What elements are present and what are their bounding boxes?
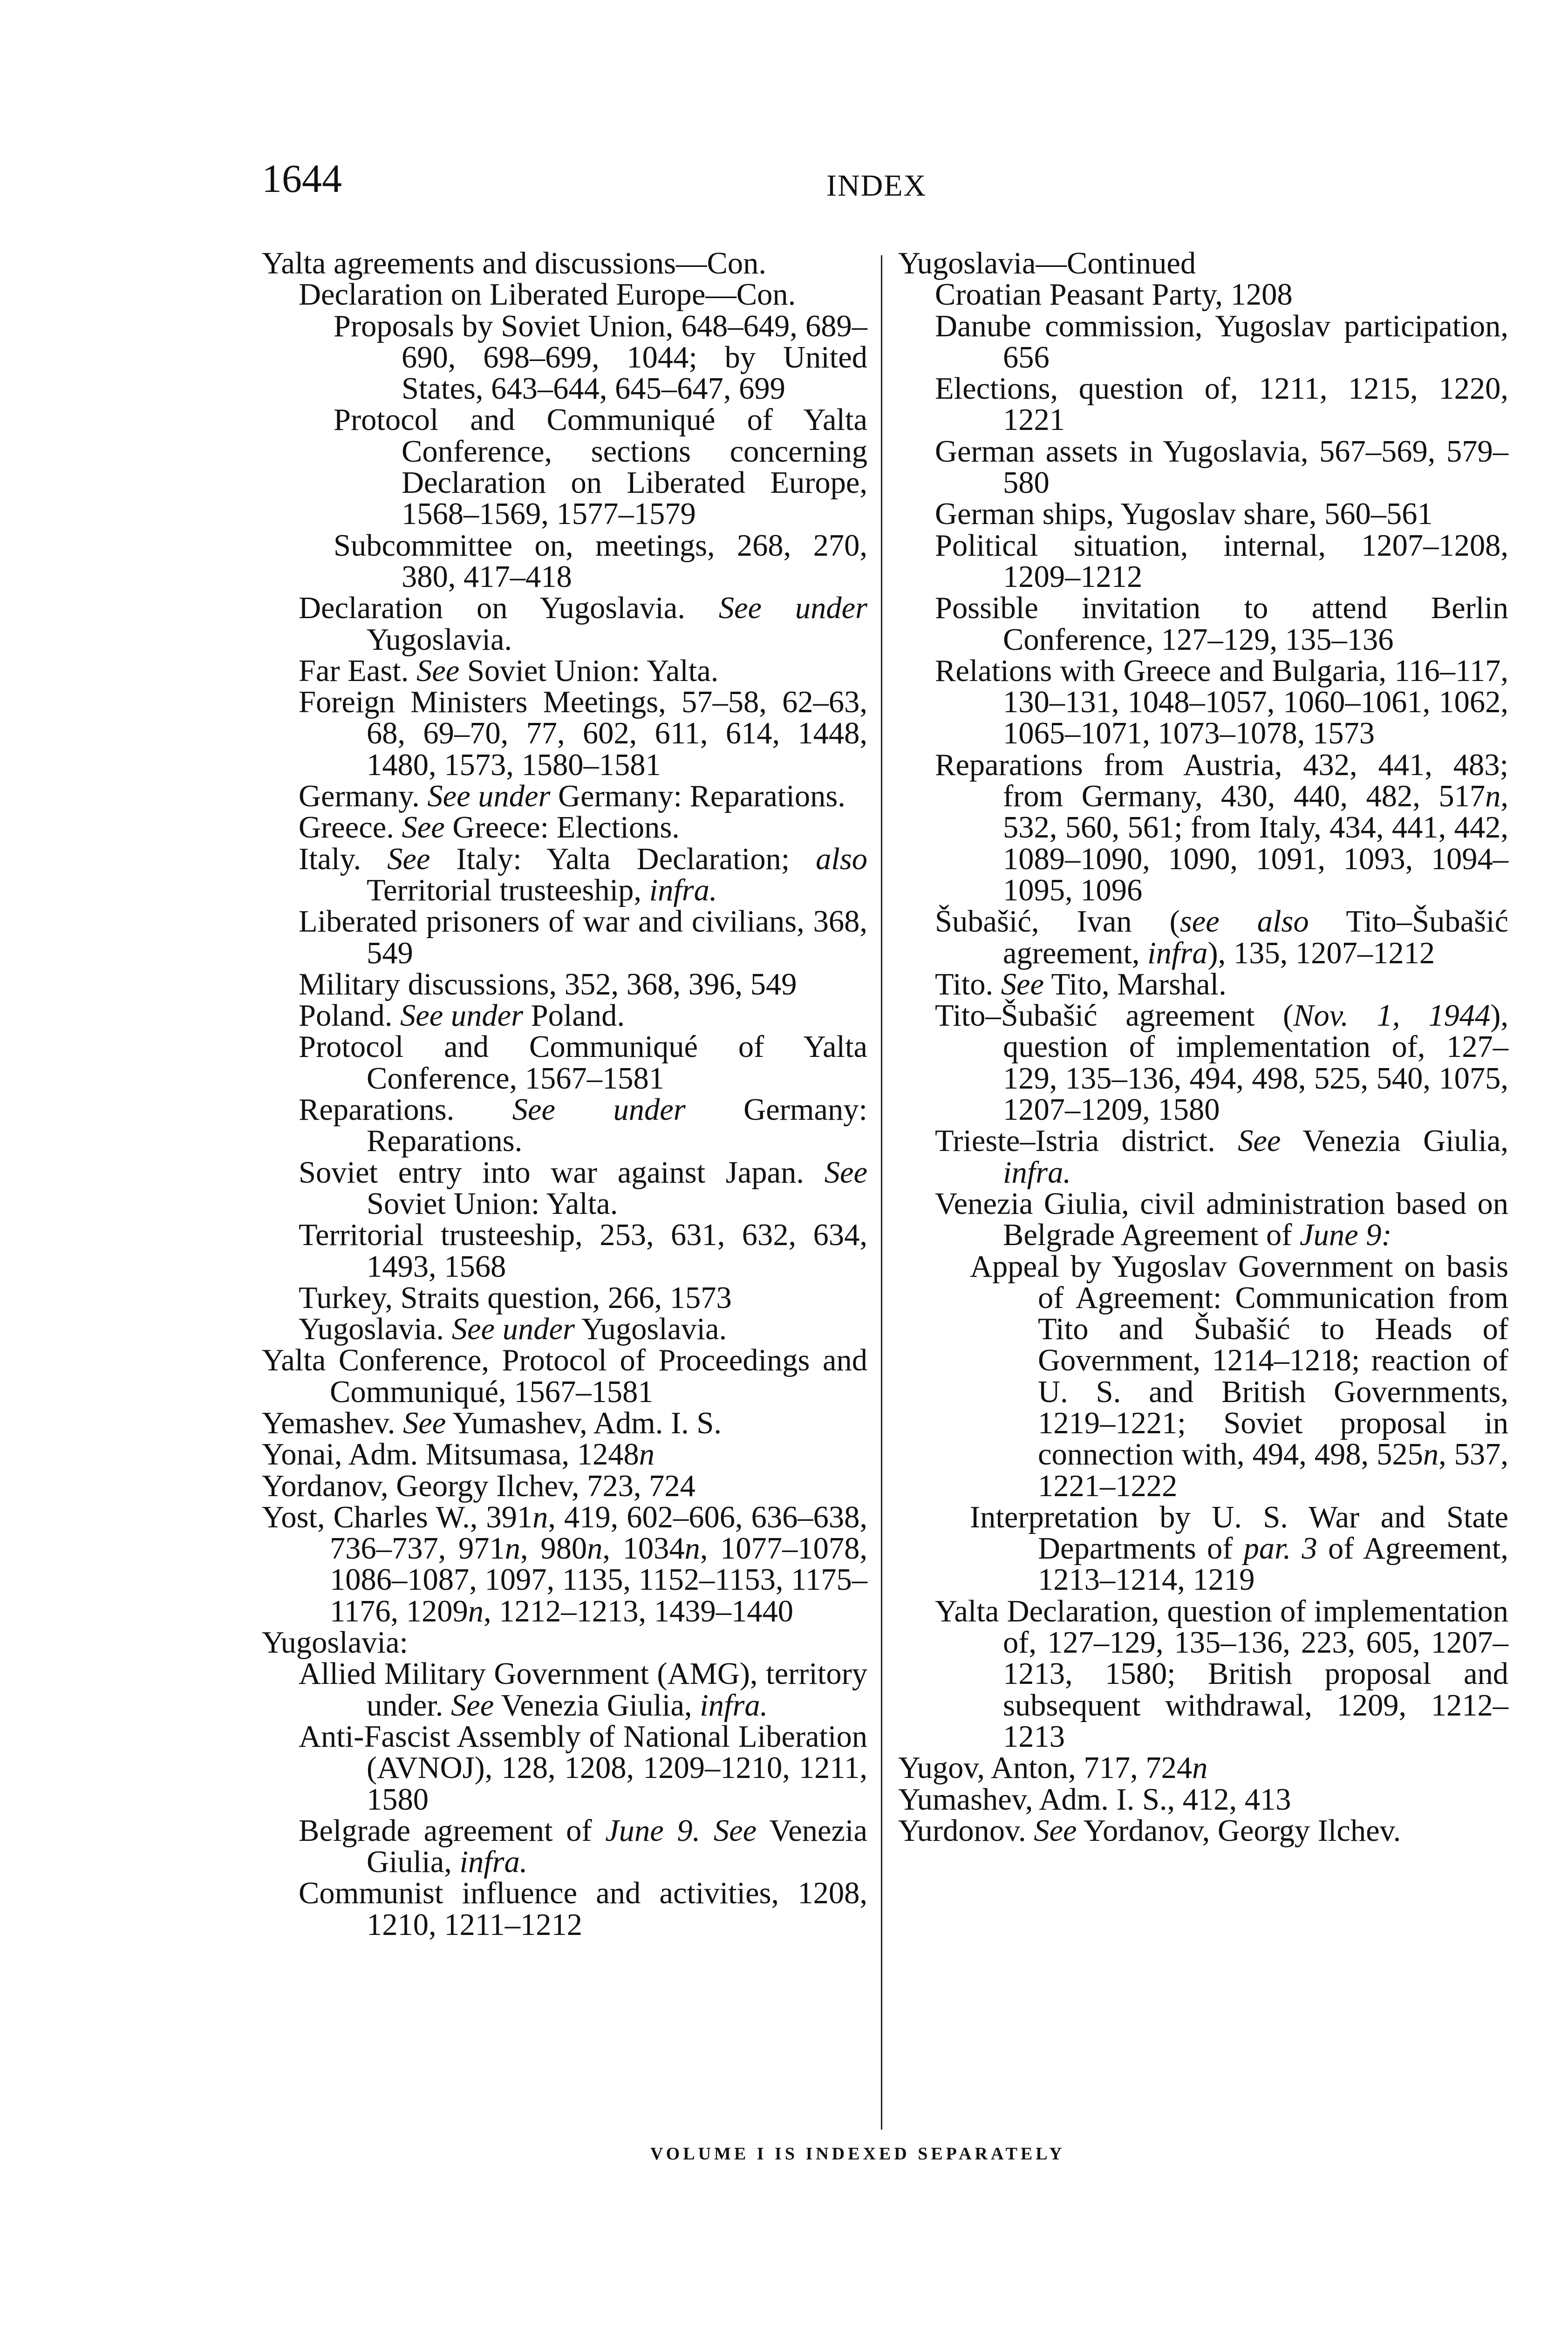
index-entry: Yumashev, Adm. I. S., 412, 413: [898, 1782, 1291, 1817]
index-entry: Tito–Šubašić agreement (Nov. 1, 1944), question of implementation of, 127–129, 135–136, 494, 498, 525, 540, 1075, 1207–1209, 1580: [935, 999, 1508, 1127]
index-entry: Soviet entry into war against Japan. See Soviet Union: Yalta.: [299, 1155, 867, 1221]
index-entry: Yugov, Anton, 717, 724n: [898, 1751, 1208, 1785]
index-entry: Territorial trusteeship, 253, 631, 632, 634, 1493, 1568: [299, 1218, 867, 1284]
running-head: INDEX: [826, 169, 927, 203]
index-entry: Reparations. See under Germany: Reparations.: [299, 1093, 867, 1158]
index-entry: Italy. See Italy: Yalta Declaration; also Territorial trusteeship, infra.: [299, 842, 868, 907]
index-entry: Yalta agreements and discussions—Con.: [262, 246, 766, 280]
index-entry: Poland. See under Poland.: [299, 999, 625, 1033]
page-number: 1644: [262, 156, 342, 201]
index-entry: Allied Military Government (AMG), territory under. See Venezia Giulia, infra.: [299, 1657, 867, 1723]
index-entry: Foreign Ministers Meetings, 57–58, 62–63, 68, 69–70, 77, 602, 611, 614, 1448, 1480, 1573, 1580–1581: [299, 685, 867, 782]
index-entry: Venezia Giulia, civil administration based on Belgrade Agreement of June 9:: [935, 1186, 1508, 1253]
index-entry: German assets in Yugoslavia, 567–569, 579–580: [935, 434, 1508, 500]
index-entry: Declaration on Yugoslavia. See under Yugoslavia.: [299, 591, 867, 657]
index-entry: Šubašić, Ivan (see also Tito–Šubašić agreement, infra), 135, 1207–1212: [935, 905, 1508, 970]
index-entry: Possible invitation to attend Berlin Conference, 127–129, 135–136: [935, 591, 1508, 657]
index-entry: Danube commission, Yugoslav participation, 656: [935, 309, 1508, 375]
index-column-left: [262, 248, 867, 1941]
index-entry: Military discussions, 352, 368, 396, 549: [299, 967, 797, 1001]
index-entry: Protocol and Communiqué of Yalta Conference, 1567–1581: [299, 1030, 867, 1096]
index-entry: Yugoslavia—Continued: [898, 246, 1196, 280]
index-entry: Trieste–Istria district. See Venezia Giulia, infra.: [935, 1124, 1508, 1190]
index-entry: Turkey, Straits question, 266, 1573: [299, 1280, 732, 1315]
index-entry: Yurdonov. See Yordanov, Georgy Ilchev.: [898, 1813, 1401, 1848]
index-entry: Yalta Declaration, question of implementation of, 127–129, 135–136, 223, 605, 1207–1213, 1580; British proposal and subsequent withdrawal, 1209, 1212–1213: [935, 1594, 1508, 1754]
index-entry: Reparations from Austria, 432, 441, 483; from Germany, 430, 440, 482, 517n, 532, 560, 561; from Italy, 434, 441, 442, 1089–1090, 1090, 1091, 1093, 1094–1095, 1096: [935, 748, 1508, 907]
index-entry: Protocol and Communiqué of Yalta Conference, sections concerning Declaration on Liberated Europe, 1568–1569, 1577–1579: [334, 403, 867, 531]
index-entry: Yugoslavia. See under Yugoslavia.: [299, 1312, 727, 1347]
index-entry: Relations with Greece and Bulgaria, 116–117, 130–131, 1048–1057, 1060–1061, 1062, 1065–1071, 1073–1078, 1573: [935, 654, 1508, 751]
index-entry: Germany. See under Germany: Reparations.: [299, 779, 845, 814]
index-entry: Interpretation by U. S. War and State Departments of par. 3 of Agreement, 1213–1214, 1219: [970, 1500, 1508, 1597]
column-divider: [881, 255, 882, 2130]
footer-note: VOLUME I IS INDEXED SEPARATELY: [650, 2144, 1065, 2164]
index-entry: Croatian Peasant Party, 1208: [935, 278, 1293, 312]
index-entry: Anti-Fascist Assembly of National Liberation (AVNOJ), 128, 1208, 1209–1210, 1211, 1580: [299, 1719, 867, 1817]
index-entry: Appeal by Yugoslav Government on basis of Agreement: Communication from Tito and Šubašić to Heads of Government, 1214–1218; reaction of U. S. and British Governments, 1219–1221; Soviet proposal in connection with, 494, 498, 525n, 537, 1221–1222: [970, 1249, 1509, 1503]
index-entry: Far East. See Soviet Union: Yalta.: [299, 654, 719, 688]
index-entry: Yonai, Adm. Mitsumasa, 1248n: [262, 1437, 655, 1472]
index-entry: Political situation, internal, 1207–1208, 1209–1212: [935, 528, 1508, 594]
index-entry: Proposals by Soviet Union, 648–649, 689–690, 698–699, 1044; by United States, 643–644, 645–647, 699: [334, 309, 867, 406]
index-entry: Yalta Conference, Protocol of Proceedings and Communiqué, 1567–1581: [262, 1343, 867, 1409]
index-column-right: [898, 248, 1508, 1846]
index-entry: Liberated prisoners of war and civilians, 368, 549: [299, 905, 867, 970]
index-entry: Elections, question of, 1211, 1215, 1220, 1221: [935, 372, 1508, 437]
index-entry: Subcommittee on, meetings, 268, 270, 380, 417–418: [334, 528, 867, 594]
index-entry: Communist influence and activities, 1208, 1210, 1211–1212: [299, 1876, 867, 1942]
index-entry: Belgrade agreement of June 9. See Venezia Giulia, infra.: [299, 1813, 867, 1880]
index-entry: Yemashev. See Yumashev, Adm. I. S.: [262, 1406, 722, 1440]
index-entry: Yost, Charles W., 391n, 419, 602–606, 636–638, 736–737, 971n, 980n, 1034n, 1077–1078, 1086–1087, 1097, 1135, 1152–1153, 1175–1176, 1209n, 1212–1213, 1439–1440: [262, 1500, 867, 1628]
index-entry: German ships, Yugoslav share, 560–561: [935, 497, 1433, 531]
index-entry: Declaration on Liberated Europe—Con.: [299, 278, 796, 312]
index-entry: Greece. See Greece: Elections.: [299, 810, 680, 845]
index-entry: Yordanov, Georgy Ilchev, 723, 724: [262, 1469, 695, 1503]
index-entry: Tito. See Tito, Marshal.: [935, 967, 1227, 1001]
index-entry: Yugoslavia:: [262, 1626, 408, 1660]
